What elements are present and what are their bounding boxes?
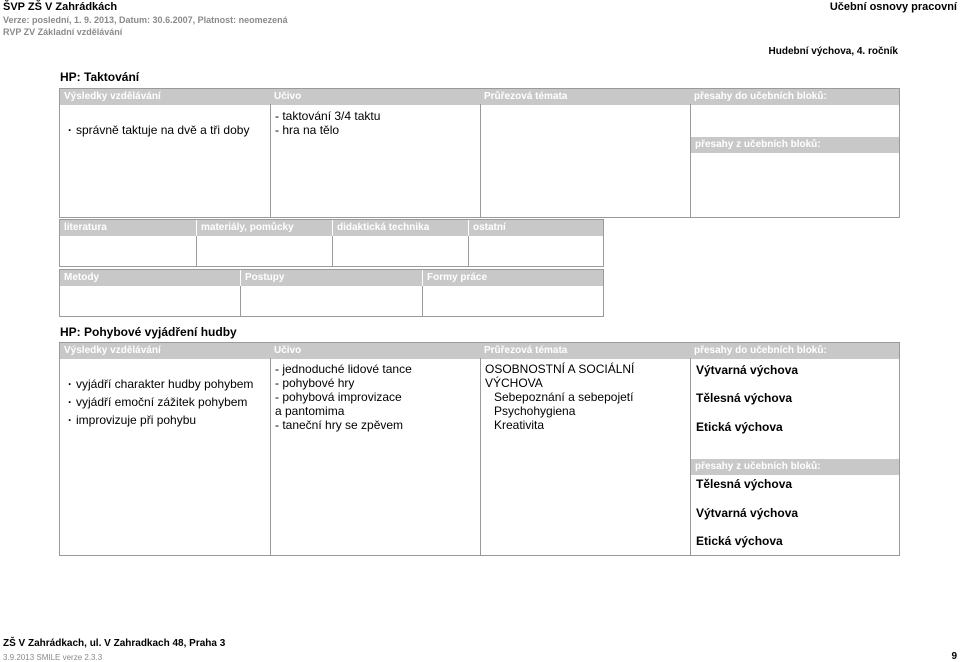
ucivo-item: a pantomima	[275, 404, 345, 418]
rvp-line: RVP ZV Základní vzdělávání	[3, 27, 123, 37]
hp-taktovani-header	[60, 89, 899, 105]
col-vysledky: Výsledky vzdělávání	[64, 91, 161, 102]
col-formy-prace: Formy práce	[423, 270, 603, 286]
presahy-do-item: Tělesná výchova	[696, 391, 793, 405]
ucivo-item: - hra na tělo	[275, 123, 340, 137]
presahy-z-item: Etická výchova	[696, 534, 783, 548]
list-item: · vyjádří emoční zážitek pohybem	[68, 395, 248, 409]
hp-taktovani-title: HP: Taktování	[60, 70, 140, 84]
tema-heading: OSOBNOSTNÍ A SOCIÁLNÍ	[485, 362, 635, 376]
presahy-do-item: Etická výchova	[696, 420, 783, 434]
col-ucivo: Učivo	[274, 345, 302, 356]
version-line: Verze: poslední, 1. 9. 2013, Datum: 30.6.2007, Platnost: neomezená	[3, 15, 288, 25]
list-item: · vyjádří charakter hudby pohybem	[68, 377, 254, 391]
ucivo-item: - pohybová improvizace	[275, 390, 402, 404]
tema-heading: VÝCHOVA	[485, 376, 543, 390]
col-temata: Průřezová témata	[484, 91, 568, 102]
presahy-z-item: Tělesná výchova	[696, 477, 793, 491]
list-item: · správně taktuje na dvě a tři doby	[68, 123, 250, 137]
document-type: Učební osnovy pracovní	[829, 1, 957, 13]
col-postupy: Postupy	[241, 270, 422, 286]
presahy-z-item: Výtvarná výchova	[696, 506, 799, 520]
col-metody: Metody	[60, 270, 240, 286]
ucivo-item: - taktování 3/4 taktu	[275, 109, 381, 123]
col-ucivo: Učivo	[274, 91, 302, 102]
ucivo-item: - taneční hry se zpěvem	[275, 418, 404, 432]
tema-item: Sebepoznání a sebepojetí	[494, 390, 634, 404]
tema-item: Kreativita	[494, 418, 545, 432]
hp-pohyb-header	[60, 343, 899, 359]
footer-school: ZŠ V Zahrádkach, ul. V Zahradkach 48, Praha 3	[3, 638, 226, 649]
col-presahy-do: přesahy do učebních bloků:	[694, 345, 827, 356]
ucivo-item: - pohybové hry	[275, 376, 355, 390]
page-number: 9	[951, 651, 957, 662]
col-literatura: literatura	[60, 220, 196, 236]
section-title: Hudební výchova, 4. ročník	[768, 46, 898, 57]
col-vysledky: Výsledky vzdělávání	[64, 345, 161, 356]
col-presahy-do: přesahy do učebních bloků:	[694, 91, 827, 102]
ucivo-item: - jednoduché lidové tance	[275, 362, 412, 376]
list-item: · improvizuje při pohybu	[68, 413, 197, 427]
col-materialy: materiály, pomůcky	[197, 220, 332, 236]
presahy-z-header: přesahy z učebních bloků:	[691, 459, 899, 475]
presahy-z-header: přesahy z učebních bloků:	[691, 137, 899, 153]
col-didakticka-technika: didaktická technika	[333, 220, 468, 236]
hp-pohyb-title: HP: Pohybové vyjádření hudby	[60, 325, 237, 339]
tema-item: Psychohygiena	[494, 404, 576, 418]
presahy-do-item: Výtvarná výchova	[696, 363, 799, 377]
col-ostatni: ostatní	[469, 220, 603, 236]
col-temata: Průřezová témata	[484, 345, 568, 356]
footer-version: 3.9.2013 SMILE verze 2.3.3	[3, 653, 103, 662]
document-title: ŠVP ZŠ V Zahrádkách	[3, 1, 118, 13]
